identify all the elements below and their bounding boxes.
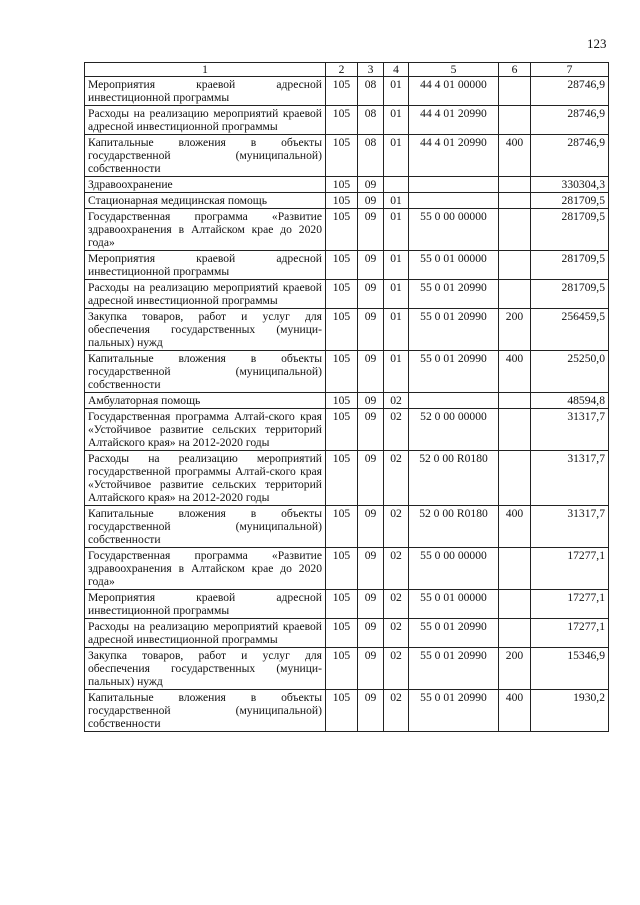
column-header: 2 bbox=[326, 63, 358, 77]
page-number: 123 bbox=[587, 36, 607, 51]
section-cell: 09 bbox=[358, 590, 384, 619]
expense-type-cell: 400 bbox=[499, 506, 531, 548]
row-name-cell: Государственная программа Алтай-ского края «Устойчивое развитие сельских территорий Алтайского края» на 2012-2020 годы bbox=[85, 409, 326, 451]
row-name-cell: Амбулаторная помощь bbox=[85, 393, 326, 409]
row-name-cell: Закупка товаров, работ и услуг для обеспечения государственных (муници-пальных) нужд bbox=[85, 309, 326, 351]
amount-cell: 31317,7 bbox=[531, 451, 609, 506]
row-name-cell: Расходы на реализацию мероприятий краевой адресной инвестиционной программы bbox=[85, 280, 326, 309]
column-header: 3 bbox=[358, 63, 384, 77]
subsection-cell: 02 bbox=[384, 451, 409, 506]
row-name-cell: Капитальные вложения в объекты государственной (муниципальной) собственности bbox=[85, 506, 326, 548]
table-row bbox=[85, 451, 609, 506]
expense-type-cell: 400 bbox=[499, 690, 531, 732]
section-cell: 09 bbox=[358, 209, 384, 251]
subsection-cell: 01 bbox=[384, 309, 409, 351]
subsection-cell bbox=[384, 177, 409, 193]
code-cell: 105 bbox=[326, 351, 358, 393]
row-name-cell: Мероприятия краевой адресной инвестиционной программы bbox=[85, 590, 326, 619]
code-cell: 105 bbox=[326, 280, 358, 309]
expense-type-cell: 200 bbox=[499, 309, 531, 351]
target-article-cell: 55 0 00 00000 bbox=[409, 548, 499, 590]
subsection-cell: 02 bbox=[384, 648, 409, 690]
amount-cell: 31317,7 bbox=[531, 506, 609, 548]
target-article-cell: 55 0 01 20990 bbox=[409, 309, 499, 351]
table-row bbox=[85, 409, 609, 451]
code-cell: 105 bbox=[326, 193, 358, 209]
expense-type-cell bbox=[499, 280, 531, 309]
row-name-cell: Капитальные вложения в объекты государственной (муниципальной) собственности bbox=[85, 690, 326, 732]
target-article-cell: 55 0 01 00000 bbox=[409, 251, 499, 280]
target-article-cell: 44 4 01 00000 bbox=[409, 77, 499, 106]
target-article-cell: 52 0 00 R0180 bbox=[409, 506, 499, 548]
section-cell: 08 bbox=[358, 106, 384, 135]
row-name-cell: Расходы на реализацию мероприятий краевой адресной инвестиционной программы bbox=[85, 106, 326, 135]
subsection-cell: 01 bbox=[384, 106, 409, 135]
amount-cell: 28746,9 bbox=[531, 135, 609, 177]
target-article-cell: 55 0 01 00000 bbox=[409, 590, 499, 619]
expense-type-cell bbox=[499, 77, 531, 106]
expense-type-cell: 400 bbox=[499, 135, 531, 177]
target-article-cell: 55 0 00 00000 bbox=[409, 209, 499, 251]
section-cell: 09 bbox=[358, 177, 384, 193]
table-row bbox=[85, 280, 609, 309]
section-cell: 09 bbox=[358, 506, 384, 548]
row-name-cell: Государственная программа «Развитие здравоохранения в Алтайском крае до 2020 года» bbox=[85, 548, 326, 590]
section-cell: 08 bbox=[358, 135, 384, 177]
expense-type-cell bbox=[499, 177, 531, 193]
subsection-cell: 02 bbox=[384, 393, 409, 409]
section-cell: 09 bbox=[358, 309, 384, 351]
target-article-cell: 52 0 00 R0180 bbox=[409, 451, 499, 506]
code-cell: 105 bbox=[326, 135, 358, 177]
code-cell: 105 bbox=[326, 590, 358, 619]
expense-type-cell bbox=[499, 619, 531, 648]
amount-cell: 281709,5 bbox=[531, 251, 609, 280]
amount-cell: 17277,1 bbox=[531, 590, 609, 619]
subsection-cell: 01 bbox=[384, 209, 409, 251]
code-cell: 105 bbox=[326, 690, 358, 732]
section-cell: 09 bbox=[358, 451, 384, 506]
code-cell: 105 bbox=[326, 77, 358, 106]
expense-type-cell bbox=[499, 193, 531, 209]
amount-cell: 15346,9 bbox=[531, 648, 609, 690]
row-name-cell: Мероприятия краевой адресной инвестиционной программы bbox=[85, 77, 326, 106]
section-cell: 09 bbox=[358, 409, 384, 451]
amount-cell: 28746,9 bbox=[531, 106, 609, 135]
target-article-cell: 55 0 01 20990 bbox=[409, 351, 499, 393]
table-row bbox=[85, 393, 609, 409]
amount-cell: 256459,5 bbox=[531, 309, 609, 351]
table-row bbox=[85, 135, 609, 177]
column-header: 1 bbox=[85, 63, 326, 77]
amount-cell: 281709,5 bbox=[531, 209, 609, 251]
code-cell: 105 bbox=[326, 506, 358, 548]
subsection-cell: 02 bbox=[384, 690, 409, 732]
amount-cell: 17277,1 bbox=[531, 619, 609, 648]
expense-type-cell bbox=[499, 106, 531, 135]
table-row bbox=[85, 590, 609, 619]
column-header: 5 bbox=[409, 63, 499, 77]
expense-type-cell bbox=[499, 590, 531, 619]
column-header: 4 bbox=[384, 63, 409, 77]
expense-type-cell bbox=[499, 209, 531, 251]
section-cell: 09 bbox=[358, 393, 384, 409]
expense-type-cell bbox=[499, 451, 531, 506]
section-cell: 09 bbox=[358, 619, 384, 648]
subsection-cell: 01 bbox=[384, 193, 409, 209]
amount-cell: 25250,0 bbox=[531, 351, 609, 393]
amount-cell: 281709,5 bbox=[531, 193, 609, 209]
table-row bbox=[85, 619, 609, 648]
subsection-cell: 02 bbox=[384, 409, 409, 451]
row-name-cell: Расходы на реализацию мероприятий государственной программы Алтай-ского края «Устойчивое развитие сельских территорий Алтайского края» на 2012-2020 годы bbox=[85, 451, 326, 506]
target-article-cell bbox=[409, 393, 499, 409]
code-cell: 105 bbox=[326, 177, 358, 193]
code-cell: 105 bbox=[326, 409, 358, 451]
table-row bbox=[85, 351, 609, 393]
table-row bbox=[85, 177, 609, 193]
table-row bbox=[85, 309, 609, 351]
subsection-cell: 01 bbox=[384, 135, 409, 177]
expense-type-cell: 400 bbox=[499, 351, 531, 393]
code-cell: 105 bbox=[326, 619, 358, 648]
code-cell: 105 bbox=[326, 251, 358, 280]
target-article-cell: 55 0 01 20990 bbox=[409, 648, 499, 690]
code-cell: 105 bbox=[326, 451, 358, 506]
table-row bbox=[85, 193, 609, 209]
section-cell: 09 bbox=[358, 280, 384, 309]
row-name-cell: Мероприятия краевой адресной инвестиционной программы bbox=[85, 251, 326, 280]
target-article-cell: 55 0 01 20990 bbox=[409, 280, 499, 309]
table-row bbox=[85, 77, 609, 106]
subsection-cell: 01 bbox=[384, 77, 409, 106]
target-article-cell: 44 4 01 20990 bbox=[409, 106, 499, 135]
row-name-cell: Расходы на реализацию мероприятий краевой адресной инвестиционной программы bbox=[85, 619, 326, 648]
table-row bbox=[85, 548, 609, 590]
target-article-cell: 52 0 00 00000 bbox=[409, 409, 499, 451]
amount-cell: 17277,1 bbox=[531, 548, 609, 590]
table-row bbox=[85, 251, 609, 280]
expense-type-cell bbox=[499, 409, 531, 451]
subsection-cell: 02 bbox=[384, 506, 409, 548]
amount-cell: 281709,5 bbox=[531, 280, 609, 309]
amount-cell: 48594,8 bbox=[531, 393, 609, 409]
section-cell: 09 bbox=[358, 351, 384, 393]
subsection-cell: 01 bbox=[384, 280, 409, 309]
section-cell: 09 bbox=[358, 251, 384, 280]
target-article-cell: 55 0 01 20990 bbox=[409, 690, 499, 732]
table-row bbox=[85, 106, 609, 135]
row-name-cell: Государственная программа «Развитие здравоохранения в Алтайском крае до 2020 года» bbox=[85, 209, 326, 251]
expense-type-cell bbox=[499, 548, 531, 590]
subsection-cell: 01 bbox=[384, 351, 409, 393]
table-row bbox=[85, 648, 609, 690]
code-cell: 105 bbox=[326, 309, 358, 351]
row-name-cell: Капитальные вложения в объекты государственной (муниципальной) собственности bbox=[85, 135, 326, 177]
amount-cell: 1930,2 bbox=[531, 690, 609, 732]
subsection-cell: 02 bbox=[384, 619, 409, 648]
row-name-cell: Капитальные вложения в объекты государственной (муниципальной) собственности bbox=[85, 351, 326, 393]
amount-cell: 330304,3 bbox=[531, 177, 609, 193]
table-row bbox=[85, 209, 609, 251]
row-name-cell: Закупка товаров, работ и услуг для обеспечения государственных (муници-пальных) нужд bbox=[85, 648, 326, 690]
code-cell: 105 bbox=[326, 209, 358, 251]
code-cell: 105 bbox=[326, 548, 358, 590]
section-cell: 08 bbox=[358, 77, 384, 106]
subsection-cell: 02 bbox=[384, 590, 409, 619]
code-cell: 105 bbox=[326, 106, 358, 135]
subsection-cell: 01 bbox=[384, 251, 409, 280]
target-article-cell: 55 0 01 20990 bbox=[409, 619, 499, 648]
row-name-cell: Здравоохранение bbox=[85, 177, 326, 193]
subsection-cell: 02 bbox=[384, 548, 409, 590]
target-article-cell: 44 4 01 20990 bbox=[409, 135, 499, 177]
column-header: 6 bbox=[499, 63, 531, 77]
code-cell: 105 bbox=[326, 393, 358, 409]
amount-cell: 31317,7 bbox=[531, 409, 609, 451]
budget-table bbox=[84, 62, 609, 732]
table-row bbox=[85, 506, 609, 548]
section-cell: 09 bbox=[358, 193, 384, 209]
row-name-cell: Стационарная медицинская помощь bbox=[85, 193, 326, 209]
section-cell: 09 bbox=[358, 548, 384, 590]
expense-type-cell bbox=[499, 393, 531, 409]
table-row bbox=[85, 690, 609, 732]
expense-type-cell bbox=[499, 251, 531, 280]
expense-type-cell: 200 bbox=[499, 648, 531, 690]
section-cell: 09 bbox=[358, 648, 384, 690]
target-article-cell bbox=[409, 193, 499, 209]
target-article-cell bbox=[409, 177, 499, 193]
code-cell: 105 bbox=[326, 648, 358, 690]
table-header-row bbox=[85, 63, 609, 77]
amount-cell: 28746,9 bbox=[531, 77, 609, 106]
section-cell: 09 bbox=[358, 690, 384, 732]
column-header: 7 bbox=[531, 63, 609, 77]
